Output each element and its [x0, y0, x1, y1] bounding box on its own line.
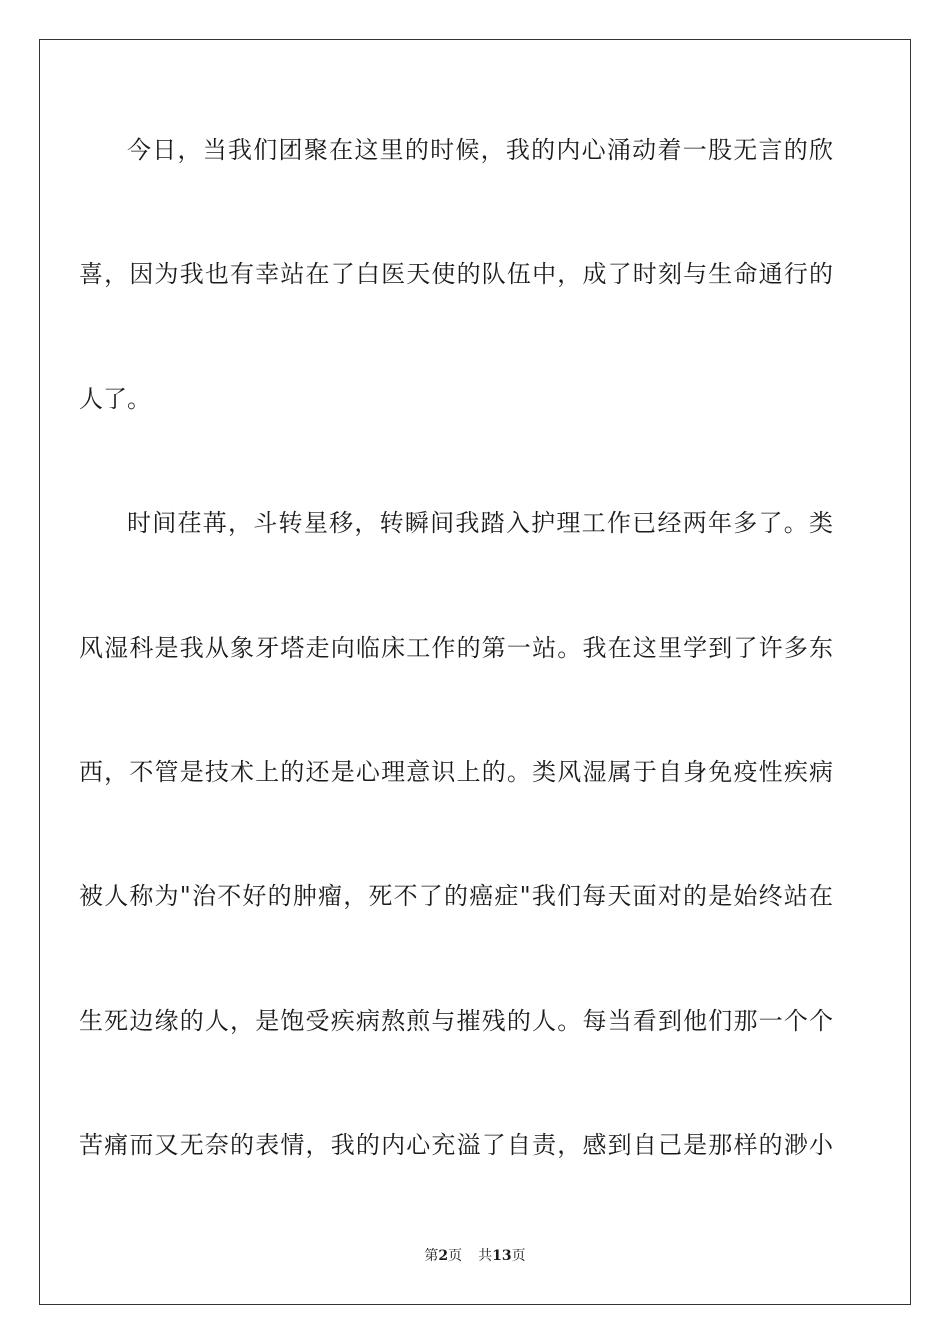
paragraph-line: 西，不管是技术上的还是心理意识上的。类风湿属于自身免疫性疾病	[79, 758, 833, 786]
page-label-prefix: 第	[424, 1248, 439, 1264]
paragraph-line: 人了。	[79, 385, 151, 413]
total-pages: 13	[492, 1248, 512, 1264]
total-label-suffix: 页	[511, 1248, 526, 1264]
page-footer	[0, 1247, 950, 1265]
paragraph-line: 生死边缘的人，是饱受疾病熬煎与摧残的人。每当看到他们那一个个	[79, 1007, 833, 1035]
paragraph-line: 今日，当我们团聚在这里的时候，我的内心涌动着一股无言的欣	[127, 136, 833, 164]
paragraph-line: 风湿科是我从象牙塔走向临床工作的第一站。我在这里学到了许多东	[79, 634, 833, 662]
paragraph-line: 时间荏苒，斗转星移，转瞬间我踏入护理工作已经两年多了。类	[127, 509, 833, 537]
page-border	[39, 39, 911, 1305]
total-label-prefix: 共	[478, 1248, 493, 1264]
paragraph-line: 被人称为"治不好的肿瘤，死不了的癌症"我们每天面对的是始终站在	[79, 882, 833, 910]
page-number: 2	[438, 1248, 449, 1264]
paragraph-line: 苦痛而又无奈的表情，我的内心充溢了自责，感到自己是那样的渺小	[79, 1131, 833, 1159]
paragraph-line: 喜，因为我也有幸站在了白医天使的队伍中，成了时刻与生命通行的	[79, 260, 833, 288]
page-label-suffix: 页	[448, 1248, 463, 1264]
